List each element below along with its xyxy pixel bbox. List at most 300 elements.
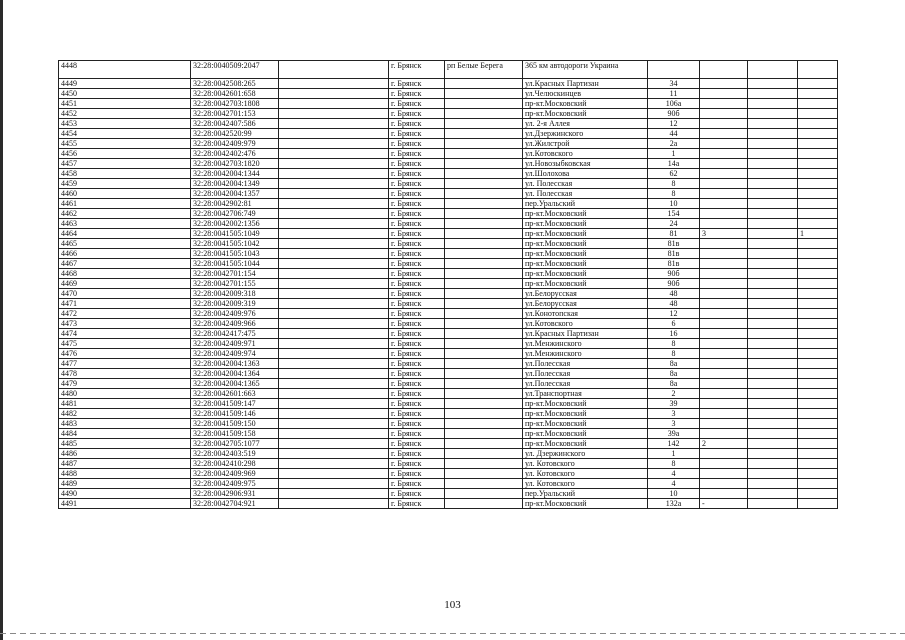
cell-extra3 (798, 249, 838, 259)
cell-street: пр-кт.Московский (523, 99, 648, 109)
cell-extra2 (748, 159, 798, 169)
cell-extra3 (798, 489, 838, 499)
cell-cadastre: 32:28:0042407:586 (191, 119, 279, 129)
cell-blank1 (279, 179, 389, 189)
cell-blank1 (279, 449, 389, 459)
cell-locality: рп Белые Берега (445, 61, 523, 79)
cell-city: г. Брянск (389, 499, 445, 509)
cell-extra2 (748, 179, 798, 189)
cell-cadastre: 32:28:0042409:979 (191, 139, 279, 149)
cell-street: ул.Транспортная (523, 389, 648, 399)
cell-blank1 (279, 289, 389, 299)
cell-city: г. Брянск (389, 289, 445, 299)
cell-blank1 (279, 379, 389, 389)
cell-num: 4483 (59, 419, 191, 429)
table-row (59, 159, 838, 169)
cell-extra3 (798, 61, 838, 79)
cell-street: ул.Конотопская (523, 309, 648, 319)
cell-street: пр-кт.Московский (523, 269, 648, 279)
cell-blank1 (279, 399, 389, 409)
cell-cadastre: 32:28:0042409:975 (191, 479, 279, 489)
cell-extra3 (798, 329, 838, 339)
cell-street: ул.Шолохова (523, 169, 648, 179)
table-row (59, 449, 838, 459)
cell-extra1 (700, 389, 748, 399)
cell-cadastre: 32:28:0042004:1365 (191, 379, 279, 389)
cell-blank1 (279, 469, 389, 479)
cell-city: г. Брянск (389, 109, 445, 119)
cell-extra3 (798, 169, 838, 179)
table-row (59, 379, 838, 389)
table-row (59, 209, 838, 219)
cell-num: 4466 (59, 249, 191, 259)
cell-extra1 (700, 249, 748, 259)
cell-extra3 (798, 399, 838, 409)
cell-blank1 (279, 309, 389, 319)
cell-house: 8 (648, 339, 700, 349)
table-row (59, 499, 838, 509)
cell-locality (445, 379, 523, 389)
cell-house: 3 (648, 409, 700, 419)
cell-city: г. Брянск (389, 159, 445, 169)
cell-locality (445, 489, 523, 499)
cell-house: 2а (648, 139, 700, 149)
cell-street: ул.Котовского (523, 319, 648, 329)
cell-house: 8а (648, 369, 700, 379)
cell-locality (445, 369, 523, 379)
cell-city: г. Брянск (389, 379, 445, 389)
cell-extra3 (798, 129, 838, 139)
cell-cadastre: 32:28:0042409:974 (191, 349, 279, 359)
cell-cadastre: 32:28:0042508:265 (191, 79, 279, 89)
cell-blank1 (279, 279, 389, 289)
cell-city: г. Брянск (389, 249, 445, 259)
cell-blank1 (279, 349, 389, 359)
cell-extra2 (748, 79, 798, 89)
cell-extra3 (798, 379, 838, 389)
cell-house: 2 (648, 389, 700, 399)
cell-extra2 (748, 249, 798, 259)
cell-extra2 (748, 499, 798, 509)
cell-street: ул.Менжинского (523, 339, 648, 349)
cell-locality (445, 159, 523, 169)
cell-extra1 (700, 199, 748, 209)
cell-num: 4450 (59, 89, 191, 99)
cell-city: г. Брянск (389, 459, 445, 469)
cell-house: 90б (648, 109, 700, 119)
cell-cadastre: 32:28:0042002:1356 (191, 219, 279, 229)
cell-extra2 (748, 169, 798, 179)
cell-house: 81в (648, 249, 700, 259)
cell-locality (445, 129, 523, 139)
cell-city: г. Брянск (389, 179, 445, 189)
cell-cadastre: 32:28:0042409:971 (191, 339, 279, 349)
cell-num: 4481 (59, 399, 191, 409)
cell-extra2 (748, 89, 798, 99)
cell-blank1 (279, 429, 389, 439)
table-row (59, 339, 838, 349)
cell-city: г. Брянск (389, 479, 445, 489)
cell-locality (445, 289, 523, 299)
table-row (59, 229, 838, 239)
cell-extra1 (700, 239, 748, 249)
table-row (59, 179, 838, 189)
cell-city: г. Брянск (389, 399, 445, 409)
cell-extra3 (798, 159, 838, 169)
cell-house (648, 61, 700, 79)
cell-locality (445, 219, 523, 229)
cell-house: 90б (648, 269, 700, 279)
cell-extra2 (748, 419, 798, 429)
cell-cadastre: 32:28:0042701:155 (191, 279, 279, 289)
cell-house: 44 (648, 129, 700, 139)
cell-city: г. Брянск (389, 119, 445, 129)
cell-street: пер.Уральский (523, 489, 648, 499)
table-row (59, 279, 838, 289)
cell-num: 4459 (59, 179, 191, 189)
cell-city: г. Брянск (389, 359, 445, 369)
cell-city: г. Брянск (389, 139, 445, 149)
cell-extra2 (748, 339, 798, 349)
cell-cadastre: 32:28:0042520:99 (191, 129, 279, 139)
cell-extra2 (748, 129, 798, 139)
table-row (59, 189, 838, 199)
cell-street: ул.Котовского (523, 149, 648, 159)
cell-extra1 (700, 159, 748, 169)
table-row (59, 199, 838, 209)
cell-city: г. Брянск (389, 429, 445, 439)
cell-extra2 (748, 469, 798, 479)
cell-extra3 (798, 279, 838, 289)
cell-city: г. Брянск (389, 349, 445, 359)
cell-blank1 (279, 499, 389, 509)
cell-house: 11 (648, 89, 700, 99)
cell-locality (445, 229, 523, 239)
cell-city: г. Брянск (389, 389, 445, 399)
cell-extra3 (798, 339, 838, 349)
cell-extra1 (700, 61, 748, 79)
cell-extra2 (748, 119, 798, 129)
table-row (59, 129, 838, 139)
cell-num: 4473 (59, 319, 191, 329)
table-row (59, 309, 838, 319)
cell-cadastre: 32:28:0041509:150 (191, 419, 279, 429)
cell-blank1 (279, 249, 389, 259)
cell-street: ул. Котовского (523, 459, 648, 469)
cell-house: 8а (648, 379, 700, 389)
cell-locality (445, 499, 523, 509)
table-row (59, 299, 838, 309)
cell-num: 4461 (59, 199, 191, 209)
cell-extra1 (700, 139, 748, 149)
registry-sheet (58, 60, 838, 509)
cell-extra2 (748, 199, 798, 209)
cell-city: г. Брянск (389, 409, 445, 419)
cell-house: 48 (648, 299, 700, 309)
cell-house: 12 (648, 309, 700, 319)
cell-extra2 (748, 349, 798, 359)
cell-locality (445, 339, 523, 349)
cell-cadastre: 32:28:0042701:153 (191, 109, 279, 119)
cell-blank1 (279, 339, 389, 349)
cell-num: 4470 (59, 289, 191, 299)
cell-extra1 (700, 209, 748, 219)
cell-street: пр-кт.Московский (523, 229, 648, 239)
cell-blank1 (279, 189, 389, 199)
table-row (59, 99, 838, 109)
cell-extra1 (700, 89, 748, 99)
cell-blank1 (279, 209, 389, 219)
cell-num: 4487 (59, 459, 191, 469)
cell-house: 34 (648, 79, 700, 89)
cell-blank1 (279, 99, 389, 109)
cell-cadastre: 32:28:0042004:1364 (191, 369, 279, 379)
cell-extra3 (798, 389, 838, 399)
cell-num: 4467 (59, 259, 191, 269)
table-row (59, 489, 838, 499)
cell-extra2 (748, 99, 798, 109)
table-row (59, 439, 838, 449)
cell-num: 4490 (59, 489, 191, 499)
cell-cadastre: 32:28:0042417:475 (191, 329, 279, 339)
cell-num: 4454 (59, 129, 191, 139)
cell-street: ул.Челюскинцев (523, 89, 648, 99)
cell-extra3: 1 (798, 229, 838, 239)
cell-extra1 (700, 179, 748, 189)
table-row (59, 369, 838, 379)
cell-city: г. Брянск (389, 219, 445, 229)
cell-locality (445, 259, 523, 269)
cell-blank1 (279, 169, 389, 179)
cell-num: 4480 (59, 389, 191, 399)
cell-city: г. Брянск (389, 369, 445, 379)
cell-blank1 (279, 239, 389, 249)
cell-extra1: 3 (700, 229, 748, 239)
cell-locality (445, 199, 523, 209)
cell-cadastre: 32:28:0042004:1357 (191, 189, 279, 199)
cell-street: 365 км автодороги Украина (523, 61, 648, 79)
cell-house: 14а (648, 159, 700, 169)
cell-street: ул. 2-я Аллея (523, 119, 648, 129)
cell-city: г. Брянск (389, 419, 445, 429)
cell-locality (445, 139, 523, 149)
cell-extra2 (748, 329, 798, 339)
cell-street: ул. Дзержинского (523, 449, 648, 459)
cell-extra1 (700, 289, 748, 299)
cell-street: ул.Дзержинского (523, 129, 648, 139)
cell-extra1 (700, 489, 748, 499)
cell-locality (445, 149, 523, 159)
cell-extra2 (748, 139, 798, 149)
cell-locality (445, 89, 523, 99)
cell-locality (445, 279, 523, 289)
cell-cadastre: 32:28:0042705:1077 (191, 439, 279, 449)
cell-extra1 (700, 169, 748, 179)
cell-extra2 (748, 359, 798, 369)
cell-street: пр-кт.Московский (523, 239, 648, 249)
cell-extra1 (700, 149, 748, 159)
cell-street: пр-кт.Московский (523, 219, 648, 229)
cell-extra3 (798, 349, 838, 359)
cell-house: 4 (648, 469, 700, 479)
cell-street: ул. Котовского (523, 479, 648, 489)
cell-cadastre: 32:28:0042704:921 (191, 499, 279, 509)
cell-cadastre: 32:28:0041509:146 (191, 409, 279, 419)
table-row (59, 109, 838, 119)
cell-cadastre: 32:28:0042409:976 (191, 309, 279, 319)
table-row (59, 149, 838, 159)
cell-extra2 (748, 289, 798, 299)
cell-house: 8 (648, 459, 700, 469)
cell-house: 10 (648, 199, 700, 209)
table-row (59, 249, 838, 259)
cell-locality (445, 349, 523, 359)
cell-extra3 (798, 269, 838, 279)
cell-blank1 (279, 389, 389, 399)
cell-cadastre: 32:28:0042009:319 (191, 299, 279, 309)
cell-locality (445, 99, 523, 109)
cell-locality (445, 109, 523, 119)
cell-extra2 (748, 299, 798, 309)
cell-cadastre: 32:28:0042403:519 (191, 449, 279, 459)
cell-extra1 (700, 189, 748, 199)
table-row (59, 259, 838, 269)
cell-street: пр-кт.Московский (523, 209, 648, 219)
cell-cadastre: 32:28:0042004:1363 (191, 359, 279, 369)
cell-extra3 (798, 239, 838, 249)
cell-cadastre: 32:28:0042410:298 (191, 459, 279, 469)
cell-cadastre: 32:28:0042703:1820 (191, 159, 279, 169)
cell-extra1 (700, 469, 748, 479)
cell-street: ул. Котовского (523, 469, 648, 479)
cell-street: пр-кт.Московский (523, 279, 648, 289)
cell-extra2 (748, 449, 798, 459)
registry-body (59, 61, 838, 509)
cell-locality (445, 429, 523, 439)
cell-city: г. Брянск (389, 61, 445, 79)
cell-extra1 (700, 429, 748, 439)
cell-house: 1 (648, 149, 700, 159)
cell-house: 142 (648, 439, 700, 449)
cell-extra2 (748, 459, 798, 469)
cell-blank1 (279, 489, 389, 499)
cell-blank1 (279, 219, 389, 229)
cell-city: г. Брянск (389, 439, 445, 449)
cell-house: 62 (648, 169, 700, 179)
cell-cadastre: 32:28:0042601:663 (191, 389, 279, 399)
cell-cadastre: 32:28:0042706:749 (191, 209, 279, 219)
cell-house: 1 (648, 449, 700, 459)
cell-num: 4451 (59, 99, 191, 109)
cell-num: 4471 (59, 299, 191, 309)
cell-house: 39а (648, 429, 700, 439)
cell-blank1 (279, 139, 389, 149)
cell-num: 4463 (59, 219, 191, 229)
cell-locality (445, 409, 523, 419)
cell-house: 6 (648, 319, 700, 329)
cell-street: пр-кт.Московский (523, 439, 648, 449)
table-row (59, 349, 838, 359)
cell-extra1 (700, 409, 748, 419)
cell-blank1 (279, 299, 389, 309)
table-row (59, 419, 838, 429)
cell-extra3 (798, 119, 838, 129)
cell-street: пр-кт.Московский (523, 429, 648, 439)
cell-extra3 (798, 439, 838, 449)
cell-num: 4484 (59, 429, 191, 439)
table-row (59, 319, 838, 329)
cell-extra3 (798, 179, 838, 189)
cell-house: 81в (648, 239, 700, 249)
scan-bottom-line (0, 633, 905, 634)
cell-extra2 (748, 319, 798, 329)
cell-extra1 (700, 369, 748, 379)
cell-city: г. Брянск (389, 199, 445, 209)
cell-street: ул.Жилстрой (523, 139, 648, 149)
table-row (59, 479, 838, 489)
cell-cadastre: 32:28:0042902:81 (191, 199, 279, 209)
cell-extra3 (798, 199, 838, 209)
cell-num: 4489 (59, 479, 191, 489)
cell-num: 4475 (59, 339, 191, 349)
cell-extra2 (748, 379, 798, 389)
cell-extra1 (700, 119, 748, 129)
cell-locality (445, 479, 523, 489)
table-row (59, 429, 838, 439)
cell-locality (445, 469, 523, 479)
cell-house: 90б (648, 279, 700, 289)
cell-house: 3 (648, 419, 700, 429)
cell-num: 4448 (59, 61, 191, 79)
registry-table (58, 60, 838, 509)
page-number: 103 (444, 599, 461, 611)
cell-blank1 (279, 269, 389, 279)
cell-extra3 (798, 499, 838, 509)
table-row (59, 389, 838, 399)
cell-num: 4455 (59, 139, 191, 149)
cell-extra2 (748, 399, 798, 409)
cell-house: 154 (648, 209, 700, 219)
cell-city: г. Брянск (389, 489, 445, 499)
cell-extra3 (798, 189, 838, 199)
cell-cadastre: 32:28:0041509:158 (191, 429, 279, 439)
cell-extra2 (748, 229, 798, 239)
cell-blank1 (279, 459, 389, 469)
cell-city: г. Брянск (389, 329, 445, 339)
cell-street: ул.Красных Партизан (523, 329, 648, 339)
cell-extra2 (748, 369, 798, 379)
cell-extra3 (798, 409, 838, 419)
cell-blank1 (279, 129, 389, 139)
cell-extra3 (798, 469, 838, 479)
cell-extra1 (700, 479, 748, 489)
cell-extra2 (748, 309, 798, 319)
cell-locality (445, 309, 523, 319)
cell-extra3 (798, 209, 838, 219)
cell-locality (445, 439, 523, 449)
cell-num: 4465 (59, 239, 191, 249)
cell-locality (445, 319, 523, 329)
cell-blank1 (279, 61, 389, 79)
cell-locality (445, 179, 523, 189)
cell-extra1 (700, 319, 748, 329)
cell-num: 4468 (59, 269, 191, 279)
cell-house: 8 (648, 189, 700, 199)
cell-locality (445, 169, 523, 179)
cell-extra3 (798, 449, 838, 459)
cell-extra2 (748, 239, 798, 249)
cell-locality (445, 329, 523, 339)
